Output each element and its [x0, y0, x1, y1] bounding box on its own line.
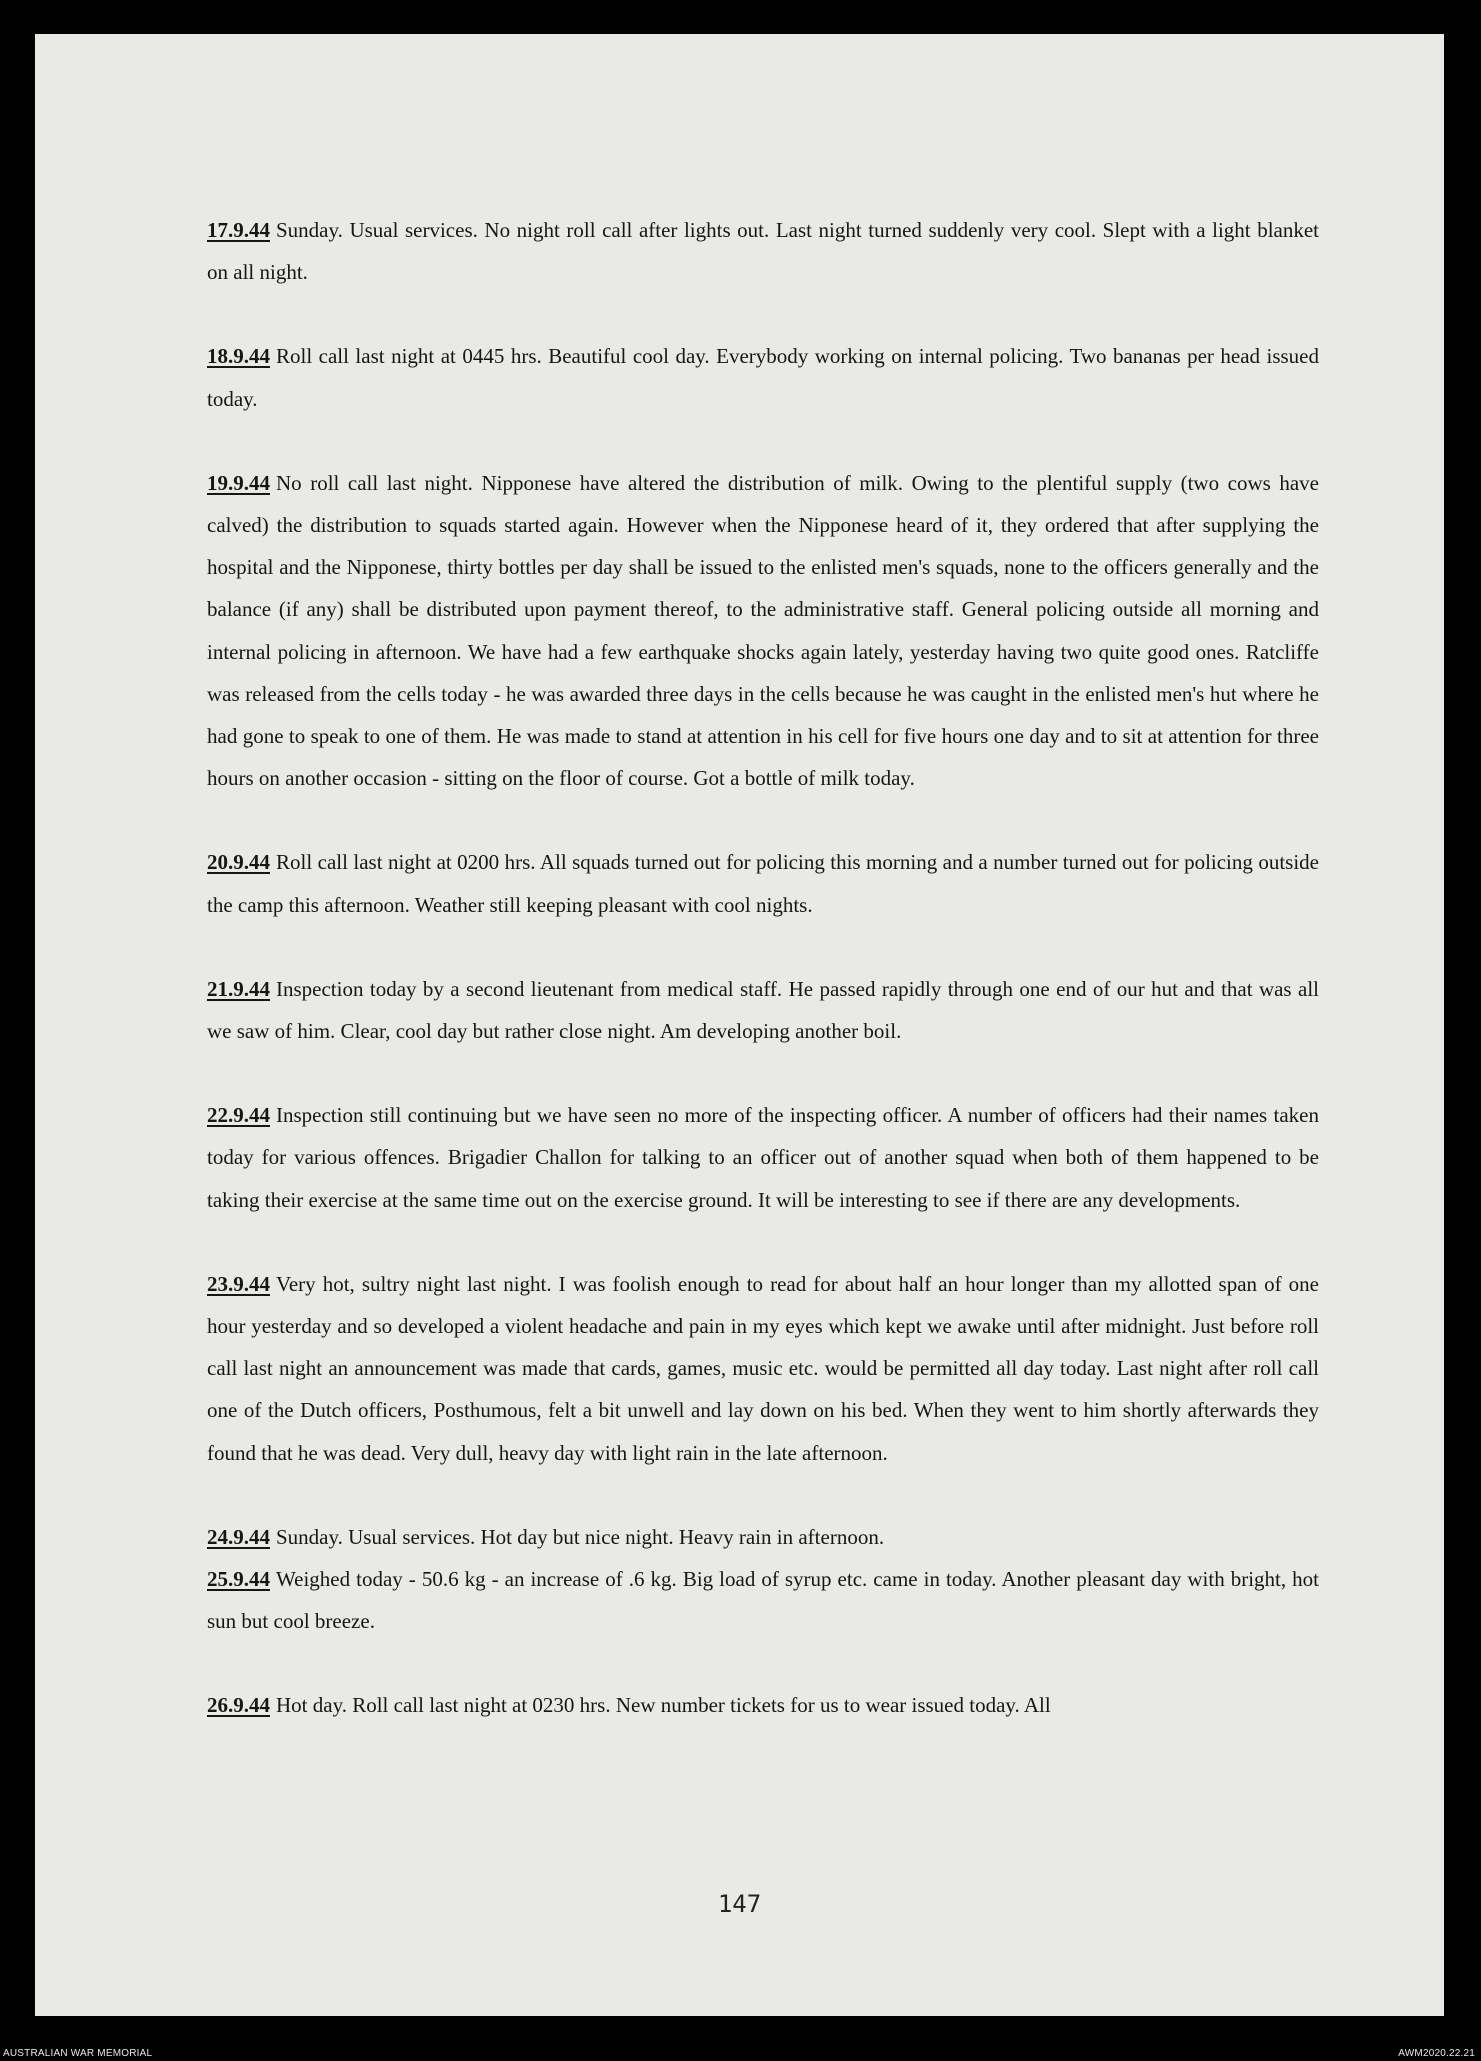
diary-entry	[207, 1263, 1319, 1474]
archive-footer-label: AUSTRALIAN WAR MEMORIAL	[3, 2048, 153, 2059]
entry-text: No roll call last night. Nipponese have altered the distribution of milk. Owing to the plentiful supply (two cows have calved) the distribution to squads started again. However when the Nipponese heard of it, they ordered that after supplying the hospital and the Nipponese, thirty bottles per day shall be issued to the enlisted men's squads, none to the officers generally and the balance (if any) shall be distributed upon payment thereof, to the administrative staff. General policing outside all morning and internal policing in afternoon. We have had a few earthquake shocks again lately, yesterday having two quite good ones. Ratcliffe was released from the cells today - he was awarded three days in the cells because he was caught in the enlisted men's hut where he had gone to speak to one of them. He was made to stand at attention in his cell for five hours one day and to sit at attention for three hours on another occasion - sitting on the floor of course. Got a bottle of milk today.	[207, 470, 1319, 791]
entry-date: 26.9.44	[207, 1693, 270, 1718]
diary-entry	[207, 1094, 1319, 1221]
entry-date: 22.9.44	[207, 1103, 270, 1128]
diary-entry	[207, 1516, 1319, 1558]
diary-entry	[207, 1558, 1319, 1642]
entry-date: 20.9.44	[207, 850, 270, 875]
entry-text: Sunday. Usual services. No night roll call after lights out. Last night turned suddenly very cool. Slept with a light blanket on all night.	[207, 218, 1319, 285]
entry-text: Very hot, sultry night last night. I was foolish enough to read for about half an hour longer than my allotted span of one hour yesterday and so developed a violent headache and pain in my eyes which kept we awake until after midnight. Just before roll call last night an announcement was made that cards, games, music etc. would be permitted all day today. Last night after roll call one of the Dutch officers, Posthumous, felt a bit unwell and lay down on his bed. When they went to him shortly afterwards they found that he was dead. Very dull, heavy day with light rain in the late afternoon.	[207, 1271, 1319, 1465]
entry-text: Inspection still continuing but we have seen no more of the inspecting officer. A number of officers had their names taken today for various offences. Brigadier Challon for talking to an officer out of another squad when both of them happened to be taking their exercise at the same time out on the exercise ground. It will be interesting to see if there are any developments.	[207, 1103, 1319, 1212]
entry-date: 18.9.44	[207, 344, 270, 369]
diary-entry	[207, 209, 1319, 293]
entry-date: 17.9.44	[207, 218, 270, 242]
entry-date: 19.9.44	[207, 470, 270, 495]
entry-text: Roll call last night at 0200 hrs. All squads turned out for policing this morning and a number turned out for policing outside the camp this afternoon. Weather still keeping pleasant with cool nights.	[207, 850, 1319, 917]
diary-entries	[207, 209, 1319, 1727]
entry-date: 21.9.44	[207, 976, 270, 1001]
document-page	[35, 34, 1444, 2016]
entry-text: Inspection today by a second lieutenant from medical staff. He passed rapidly through one end of our hut and that was all we saw of him. Clear, cool day but rather close night. Am developing another boil.	[207, 976, 1319, 1044]
entry-text: Sunday. Usual services. Hot day but nice night. Heavy rain in afternoon.	[276, 1524, 885, 1549]
page-number: 147	[717, 1890, 762, 1918]
entry-text: Hot day. Roll call last night at 0230 hrs. New number tickets for us to wear issued today. All	[276, 1693, 1051, 1718]
entry-text: Weighed today - 50.6 kg - an increase of .6 kg. Big load of syrup etc. came in today. Another pleasant day with bright, hot sun but cool breeze.	[207, 1567, 1319, 1634]
entry-date: 24.9.44	[207, 1524, 270, 1549]
diary-entry	[207, 968, 1319, 1052]
diary-entry	[207, 841, 1319, 925]
diary-entry	[207, 335, 1319, 419]
entry-date: 25.9.44	[207, 1567, 270, 1592]
archive-reference-number: AWM2020.22.21	[1398, 2048, 1475, 2059]
entry-text: Roll call last night at 0445 hrs. Beautiful cool day. Everybody working on internal policing. Two bananas per head issued today.	[207, 344, 1319, 411]
diary-entry	[207, 462, 1319, 800]
entry-date: 23.9.44	[207, 1271, 270, 1296]
diary-entry	[207, 1684, 1319, 1726]
